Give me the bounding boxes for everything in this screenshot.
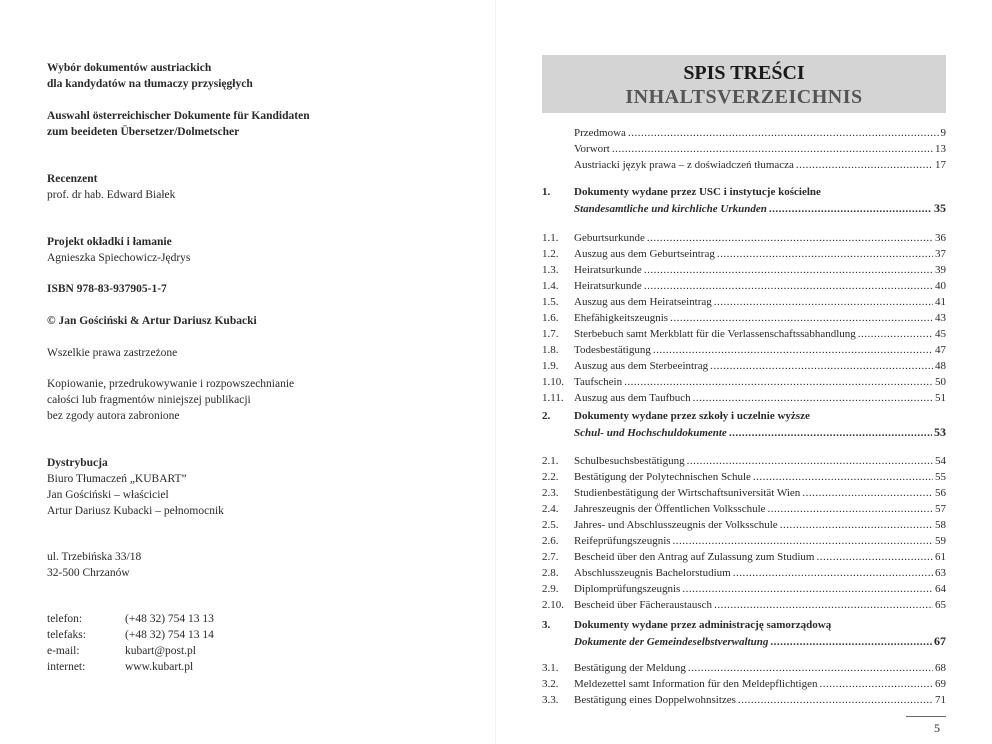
toc-entry-page: 55 xyxy=(935,471,946,483)
copyright: © Jan Gościński & Artur Dariusz Kubacki xyxy=(47,315,257,327)
contact-row xyxy=(47,627,214,643)
toc-entry-page: 59 xyxy=(935,535,946,547)
design-label: Projekt okładki i łamanie xyxy=(47,236,172,248)
toc-section-title: Dokumenty wydane przez USC i instytucje kościelne xyxy=(574,186,821,198)
toc-entry-page: 61 xyxy=(935,551,946,563)
toc-entry-number: 3.2. xyxy=(542,678,559,690)
toc-entry-page: 43 xyxy=(935,312,946,324)
toc-section-subtitle-row[interactable] xyxy=(542,424,946,440)
address-block xyxy=(47,549,141,581)
toc-entry-page: 48 xyxy=(935,360,946,372)
toc-intro xyxy=(542,125,946,173)
reviewer-block xyxy=(47,171,175,203)
toc-entry-number: 1.6. xyxy=(542,312,559,324)
toc-section-heading[interactable] xyxy=(542,408,946,424)
toc-entry[interactable] xyxy=(542,141,946,157)
toc-section-number: 3. xyxy=(542,619,551,631)
contact-label: telefon: xyxy=(47,613,83,625)
toc-entry-text: Auszug aus dem Heiratseintrag xyxy=(574,296,712,308)
leader-dots xyxy=(612,141,933,157)
footer-rule xyxy=(906,716,946,717)
toc-entry-text: Vorwort xyxy=(574,143,610,155)
toc-entry-number: 1.1. xyxy=(542,232,559,244)
toc-entry-page: 54 xyxy=(935,455,946,467)
copying-line: całości lub fragmentów niniejszej publikacji xyxy=(47,394,251,406)
leader-dots xyxy=(644,278,933,294)
contact-value: www.kubart.pl xyxy=(125,661,194,673)
toc-section-3-items xyxy=(542,660,946,708)
contact-label: e-mail: xyxy=(47,645,80,657)
title-pl-line: Wybór dokumentów austriackich xyxy=(47,62,212,74)
toc-section-1-items xyxy=(542,230,946,406)
design-block xyxy=(47,234,190,266)
title-de xyxy=(47,108,310,140)
leader-dots xyxy=(717,246,933,262)
toc-section-number: 1. xyxy=(542,186,551,198)
toc-entry[interactable] xyxy=(542,157,946,173)
toc-entry[interactable] xyxy=(542,533,946,549)
toc-entry-page: 37 xyxy=(935,248,946,260)
toc-entry-number: 1.8. xyxy=(542,344,559,356)
title-de-line: zum beeideten Übersetzer/Dolmetscher xyxy=(47,126,240,138)
copying-line: bez zgody autora zabronione xyxy=(47,410,180,422)
toc-entry[interactable] xyxy=(542,501,946,517)
leader-dots xyxy=(858,326,933,342)
toc-entry[interactable] xyxy=(542,517,946,533)
toc-entry-page: 40 xyxy=(935,280,946,292)
leader-dots xyxy=(802,485,933,501)
toc-entry-number: 1.2. xyxy=(542,248,559,260)
copying-line: Kopiowanie, przedrukowywanie i rozpowszechnianie xyxy=(47,378,295,390)
leader-dots xyxy=(710,358,933,374)
leader-dots xyxy=(714,294,933,310)
leader-dots xyxy=(733,565,933,581)
book-gutter xyxy=(495,0,496,744)
toc-entry-number: 2.8. xyxy=(542,567,559,579)
toc-entry[interactable] xyxy=(542,278,946,294)
reviewer-label: Recenzent xyxy=(47,173,98,185)
toc-entry-page: 56 xyxy=(935,487,946,499)
toc-entry-number: 2.10. xyxy=(542,599,564,611)
toc-entry-number: 2.7. xyxy=(542,551,559,563)
toc-entry-number: 2.5. xyxy=(542,519,559,531)
contact-row xyxy=(47,643,214,659)
toc-title-pl: SPIS TREŚCI xyxy=(683,62,805,84)
toc-entry-text: Reifeprüfungszeugnis xyxy=(574,535,671,547)
leader-dots xyxy=(653,342,933,358)
copying-notice xyxy=(47,376,294,424)
toc-entry[interactable] xyxy=(542,294,946,310)
toc-entry-text: Auszug aus dem Taufbuch xyxy=(574,392,691,404)
toc-entry-text: Todesbestätigung xyxy=(574,344,651,356)
toc-entry-number: 2.6. xyxy=(542,535,559,547)
toc-entry[interactable] xyxy=(542,342,946,358)
distribution-line: Biuro Tłumaczeń „KUBART” xyxy=(47,473,187,485)
distribution-block xyxy=(47,455,224,519)
toc-entry[interactable] xyxy=(542,660,946,676)
toc-entry-number: 1.3. xyxy=(542,264,559,276)
toc-entry-text: Meldezettel samt Information für den Meldepflichtigen xyxy=(574,678,818,690)
leader-dots xyxy=(644,262,933,278)
toc-section-page: 67 xyxy=(934,634,946,648)
toc-section-number: 2. xyxy=(542,410,551,422)
toc-entry-page: 69 xyxy=(935,678,946,690)
toc-entry-page: 63 xyxy=(935,567,946,579)
toc-entry-number: 1.9. xyxy=(542,360,559,372)
toc-entry-number: 2.3. xyxy=(542,487,559,499)
toc-entry[interactable] xyxy=(542,597,946,613)
address-line: 32-500 Chrzanów xyxy=(47,567,130,579)
toc-entry-text: Geburtsurkunde xyxy=(574,232,645,244)
toc-entry[interactable] xyxy=(542,310,946,326)
toc-entry-page: 41 xyxy=(935,296,946,308)
leader-dots xyxy=(673,533,933,549)
toc-entry-text: Schulbesuchsbestätigung xyxy=(574,455,685,467)
toc-entry-text: Bestätigung der Polytechnischen Schule xyxy=(574,471,751,483)
toc-section-1 xyxy=(542,184,946,216)
toc-entry[interactable] xyxy=(542,326,946,342)
leader-dots xyxy=(729,425,932,441)
leader-dots xyxy=(647,230,933,246)
toc-entry[interactable] xyxy=(542,262,946,278)
title-pl-line: dla kandydatów na tłumaczy przysięgłych xyxy=(47,78,253,90)
toc-title-de: INHALTSVERZEICHNIS xyxy=(625,86,863,108)
distribution-line: Artur Dariusz Kubacki – pełnomocnik xyxy=(47,505,224,517)
toc-entry-text: Bestätigung eines Doppelwohnsitzes xyxy=(574,694,736,706)
toc-entry-page: 64 xyxy=(935,583,946,595)
leader-dots xyxy=(682,581,933,597)
toc-entry[interactable] xyxy=(542,390,946,406)
toc-entry-text: Taufschein xyxy=(574,376,623,388)
leader-dots xyxy=(753,469,933,485)
address-line: ul. Trzebińska 33/18 xyxy=(47,551,142,563)
toc-entry-text: Ehefähigkeitszeugnis xyxy=(574,312,669,324)
leader-dots xyxy=(769,201,932,217)
reviewer-name: prof. dr hab. Edward Białek xyxy=(47,189,176,201)
toc-entry-page: 68 xyxy=(935,662,946,674)
toc-section-title: Dokumenty wydane przez szkoły i uczelnie wyższe xyxy=(574,410,810,422)
toc-entry-number: 2.9. xyxy=(542,583,559,595)
contact-value: (+48 32) 754 13 13 xyxy=(125,613,214,625)
toc-entry-page: 47 xyxy=(935,344,946,356)
toc-entry[interactable] xyxy=(542,676,946,692)
toc-entry[interactable] xyxy=(542,358,946,374)
toc-entry-page: 71 xyxy=(935,694,946,706)
toc-entry-text: Austriacki język prawa – z doświadczeń tłumacza xyxy=(574,159,794,171)
toc-entry-number: 1.10. xyxy=(542,376,564,388)
toc-entry-page: 50 xyxy=(935,376,946,388)
leader-dots xyxy=(714,597,933,613)
toc-entry[interactable] xyxy=(542,549,946,565)
toc-entry-text: Jahreszeugnis der Öffentlichen Volksschule xyxy=(574,503,766,515)
toc-entry-number: 1.5. xyxy=(542,296,559,308)
leader-dots xyxy=(796,157,933,173)
toc-entry-text: Studienbestätigung der Wirtschaftsuniversität Wien xyxy=(574,487,801,499)
toc-entry-page: 51 xyxy=(935,392,946,404)
toc-entry-number: 1.4. xyxy=(542,280,559,292)
toc-entry-number: 2.1. xyxy=(542,455,559,467)
toc-entry-text: Heiratsurkunde xyxy=(574,264,642,276)
toc-entry[interactable] xyxy=(542,230,946,246)
toc-entry-number: 3.3. xyxy=(542,694,559,706)
leader-dots xyxy=(693,390,933,406)
leader-dots xyxy=(688,660,933,676)
leader-dots xyxy=(770,634,932,650)
toc-entry[interactable] xyxy=(542,565,946,581)
leader-dots xyxy=(687,453,933,469)
toc-entry-text: Przedmowa xyxy=(574,127,626,139)
contact-label: telefaks: xyxy=(47,629,86,641)
toc-section-2 xyxy=(542,408,946,440)
toc-section-3 xyxy=(542,617,946,649)
toc-section-subtitle: Standesamtliche und kirchliche Urkunden xyxy=(574,203,767,215)
toc-entry[interactable] xyxy=(542,581,946,597)
distribution-line: Jan Gościński – właściciel xyxy=(47,489,169,501)
toc-entry-page: 58 xyxy=(935,519,946,531)
toc-section-heading[interactable] xyxy=(542,184,946,200)
contact-value: (+48 32) 754 13 14 xyxy=(125,629,214,641)
contact-row xyxy=(47,659,214,675)
toc-entry-text: Bescheid über Fächeraustausch xyxy=(574,599,713,611)
contact-block xyxy=(47,611,214,675)
toc-section-subtitle-row[interactable] xyxy=(542,200,946,216)
toc-entry-page: 17 xyxy=(935,159,946,171)
toc-entry-text: Auszug aus dem Sterbeeintrag xyxy=(574,360,709,372)
toc-entry-page: 36 xyxy=(935,232,946,244)
leader-dots xyxy=(628,125,939,141)
toc-entry[interactable] xyxy=(542,485,946,501)
contact-label: internet: xyxy=(47,661,86,673)
toc-entry[interactable] xyxy=(542,692,946,708)
toc-entry-page: 65 xyxy=(935,599,946,611)
toc-entry-number: 3.1. xyxy=(542,662,559,674)
toc-entry-text: Jahres- und Abschlusszeugnis der Volksschule xyxy=(574,519,778,531)
toc-entry-text: Sterbebuch samt Merkblatt für die Verlassenschaftssabhandlung xyxy=(574,328,856,340)
toc-section-page: 35 xyxy=(934,201,946,215)
contact-row xyxy=(47,611,214,627)
rights-reserved: Wszelkie prawa zastrzeżone xyxy=(47,347,178,359)
toc-entry-text: Diplomprüfungszeugnis xyxy=(574,583,681,595)
toc-entry-text: Bescheid über den Antrag auf Zulassung zum Studium xyxy=(574,551,815,563)
toc-section-subtitle-row[interactable] xyxy=(542,633,946,649)
toc-entry[interactable] xyxy=(542,453,946,469)
leader-dots xyxy=(819,676,933,692)
toc-entry-text: Abschlusszeugnis Bachelorstudium xyxy=(574,567,731,579)
toc-entry-number: 2.2. xyxy=(542,471,559,483)
leader-dots xyxy=(768,501,933,517)
toc-entry-number: 1.11. xyxy=(542,392,564,404)
leader-dots xyxy=(738,692,933,708)
toc-section-2-items xyxy=(542,453,946,613)
leader-dots xyxy=(780,517,933,533)
toc-entry-number: 1.7. xyxy=(542,328,559,340)
toc-section-title: Dokumenty wydane przez administrację samorządową xyxy=(574,619,832,631)
toc-entry-page: 45 xyxy=(935,328,946,340)
toc-entry-number: 2.4. xyxy=(542,503,559,515)
toc-section-heading[interactable] xyxy=(542,617,946,633)
page-number: 5 xyxy=(934,721,940,735)
title-de-line: Auswahl österreichischer Dokumente für Kandidaten xyxy=(47,110,310,122)
toc-entry[interactable] xyxy=(542,374,946,390)
toc-entry-text: Auszug aus dem Geburtseintrag xyxy=(574,248,715,260)
leader-dots xyxy=(624,374,933,390)
toc-section-subtitle: Schul- und Hochschuldokumente xyxy=(574,427,727,439)
toc-entry-text: Heiratsurkunde xyxy=(574,280,642,292)
distribution-label: Dystrybucja xyxy=(47,457,108,469)
toc-entry-page: 9 xyxy=(940,127,946,139)
toc-entry[interactable] xyxy=(542,469,946,485)
leader-dots xyxy=(816,549,933,565)
isbn: ISBN 978-83-937905-1-7 xyxy=(47,283,167,295)
toc-entry[interactable] xyxy=(542,125,946,141)
leader-dots xyxy=(670,310,933,326)
design-name: Agnieszka Spiechowicz-Jędrys xyxy=(47,252,191,264)
toc-entry-page: 57 xyxy=(935,503,946,515)
toc-header xyxy=(542,55,946,113)
toc-entry-page: 39 xyxy=(935,264,946,276)
toc-section-subtitle: Dokumente der Gemeindeselbstverwaltung xyxy=(574,636,769,648)
toc-section-page: 53 xyxy=(934,425,946,439)
toc-entry-text: Bestätigung der Meldung xyxy=(574,662,686,674)
toc-entry-page: 13 xyxy=(935,143,946,155)
title-pl xyxy=(47,60,253,92)
toc-entry[interactable] xyxy=(542,246,946,262)
contact-value: kubart@post.pl xyxy=(125,645,196,657)
